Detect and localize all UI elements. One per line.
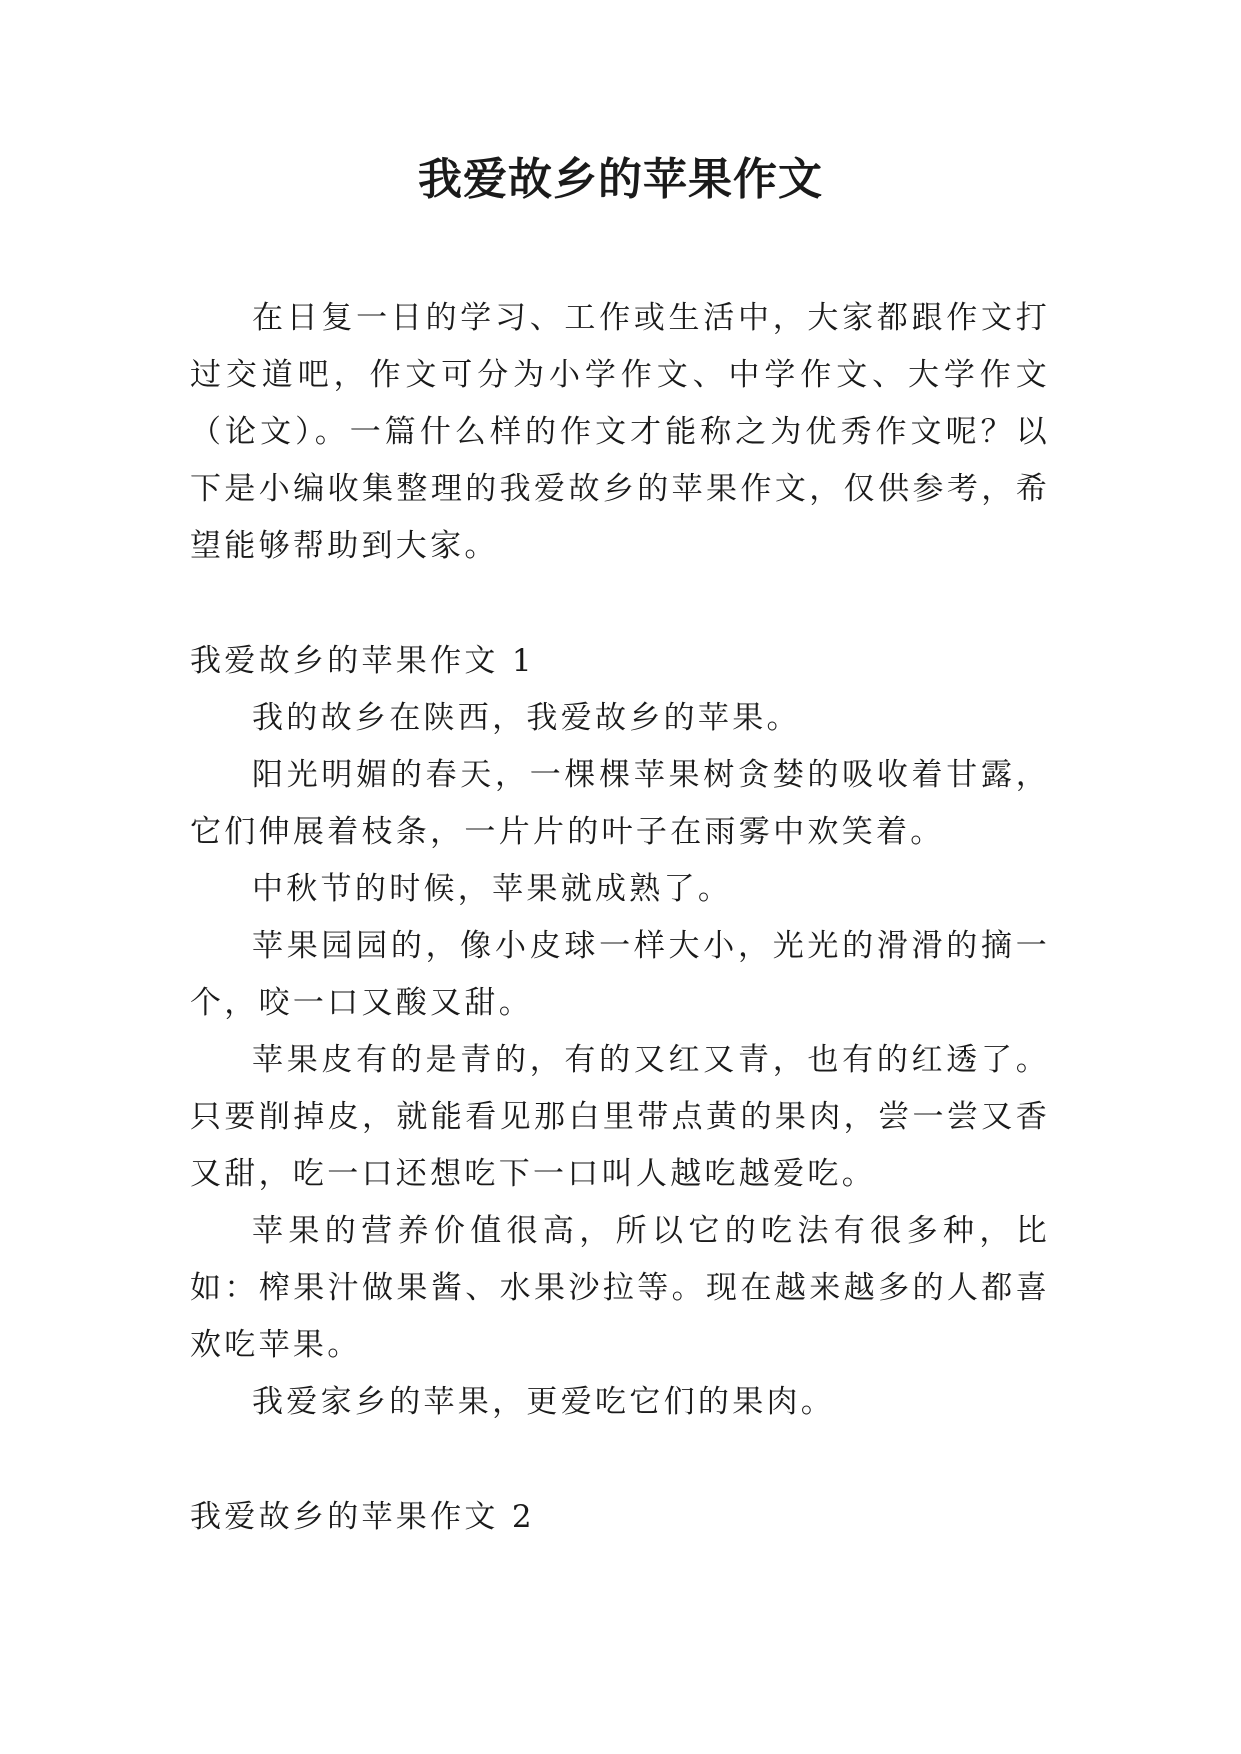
document-title: 我爱故乡的苹果作文 bbox=[418, 154, 823, 205]
spacer bbox=[190, 1431, 1050, 1489]
section-1-paragraph-7: 我爱家乡的苹果，更爱吃它们的果肉。 bbox=[252, 1384, 836, 1420]
section-heading-2: 我爱故乡的苹果作文 2 bbox=[190, 1499, 535, 1535]
section-heading-1: 我爱故乡的苹果作文 1 bbox=[190, 643, 535, 679]
section-1-paragraph-6: 苹果的营养价值很高，所以它的吃法有很多种，比如：榨果汁做果酱、水果沙拉等。现在越来越多的人都喜欢吃苹果。 bbox=[190, 1213, 1050, 1363]
section-1-paragraph-2: 阳光明媚的春天，一棵棵苹果树贪婪的吸收着甘露，它们伸展着枝条，一片片的叶子在雨雾中欢笑着。 bbox=[190, 757, 1050, 850]
section-1-paragraph-3: 中秋节的时候，苹果就成熟了。 bbox=[252, 871, 733, 907]
section-1-paragraph-5: 苹果皮有的是青的，有的又红又青，也有的红透了。只要削掉皮，就能看见那白里带点黄的果肉，尝一尝又香又甜，吃一口还想吃下一口叫人越吃越爱吃。 bbox=[190, 1042, 1050, 1192]
intro-paragraph: 在日复一日的学习、工作或生活中，大家都跟作文打过交道吧，作文可分为小学作文、中学作文、大学作文（论文）。一篇什么样的作文才能称之为优秀作文呢？以下是小编收集整理的我爱故乡的苹果作文，仅供参考，希望能够帮助到大家。 bbox=[190, 300, 1050, 564]
section-1-paragraph-1: 我的故乡在陕西，我爱故乡的苹果。 bbox=[252, 700, 801, 736]
document-body bbox=[190, 290, 1050, 1546]
spacer bbox=[190, 575, 1050, 633]
section-1-paragraph-4: 苹果园园的，像小皮球一样大小，光光的滑滑的摘一个，咬一口又酸又甜。 bbox=[190, 928, 1050, 1021]
